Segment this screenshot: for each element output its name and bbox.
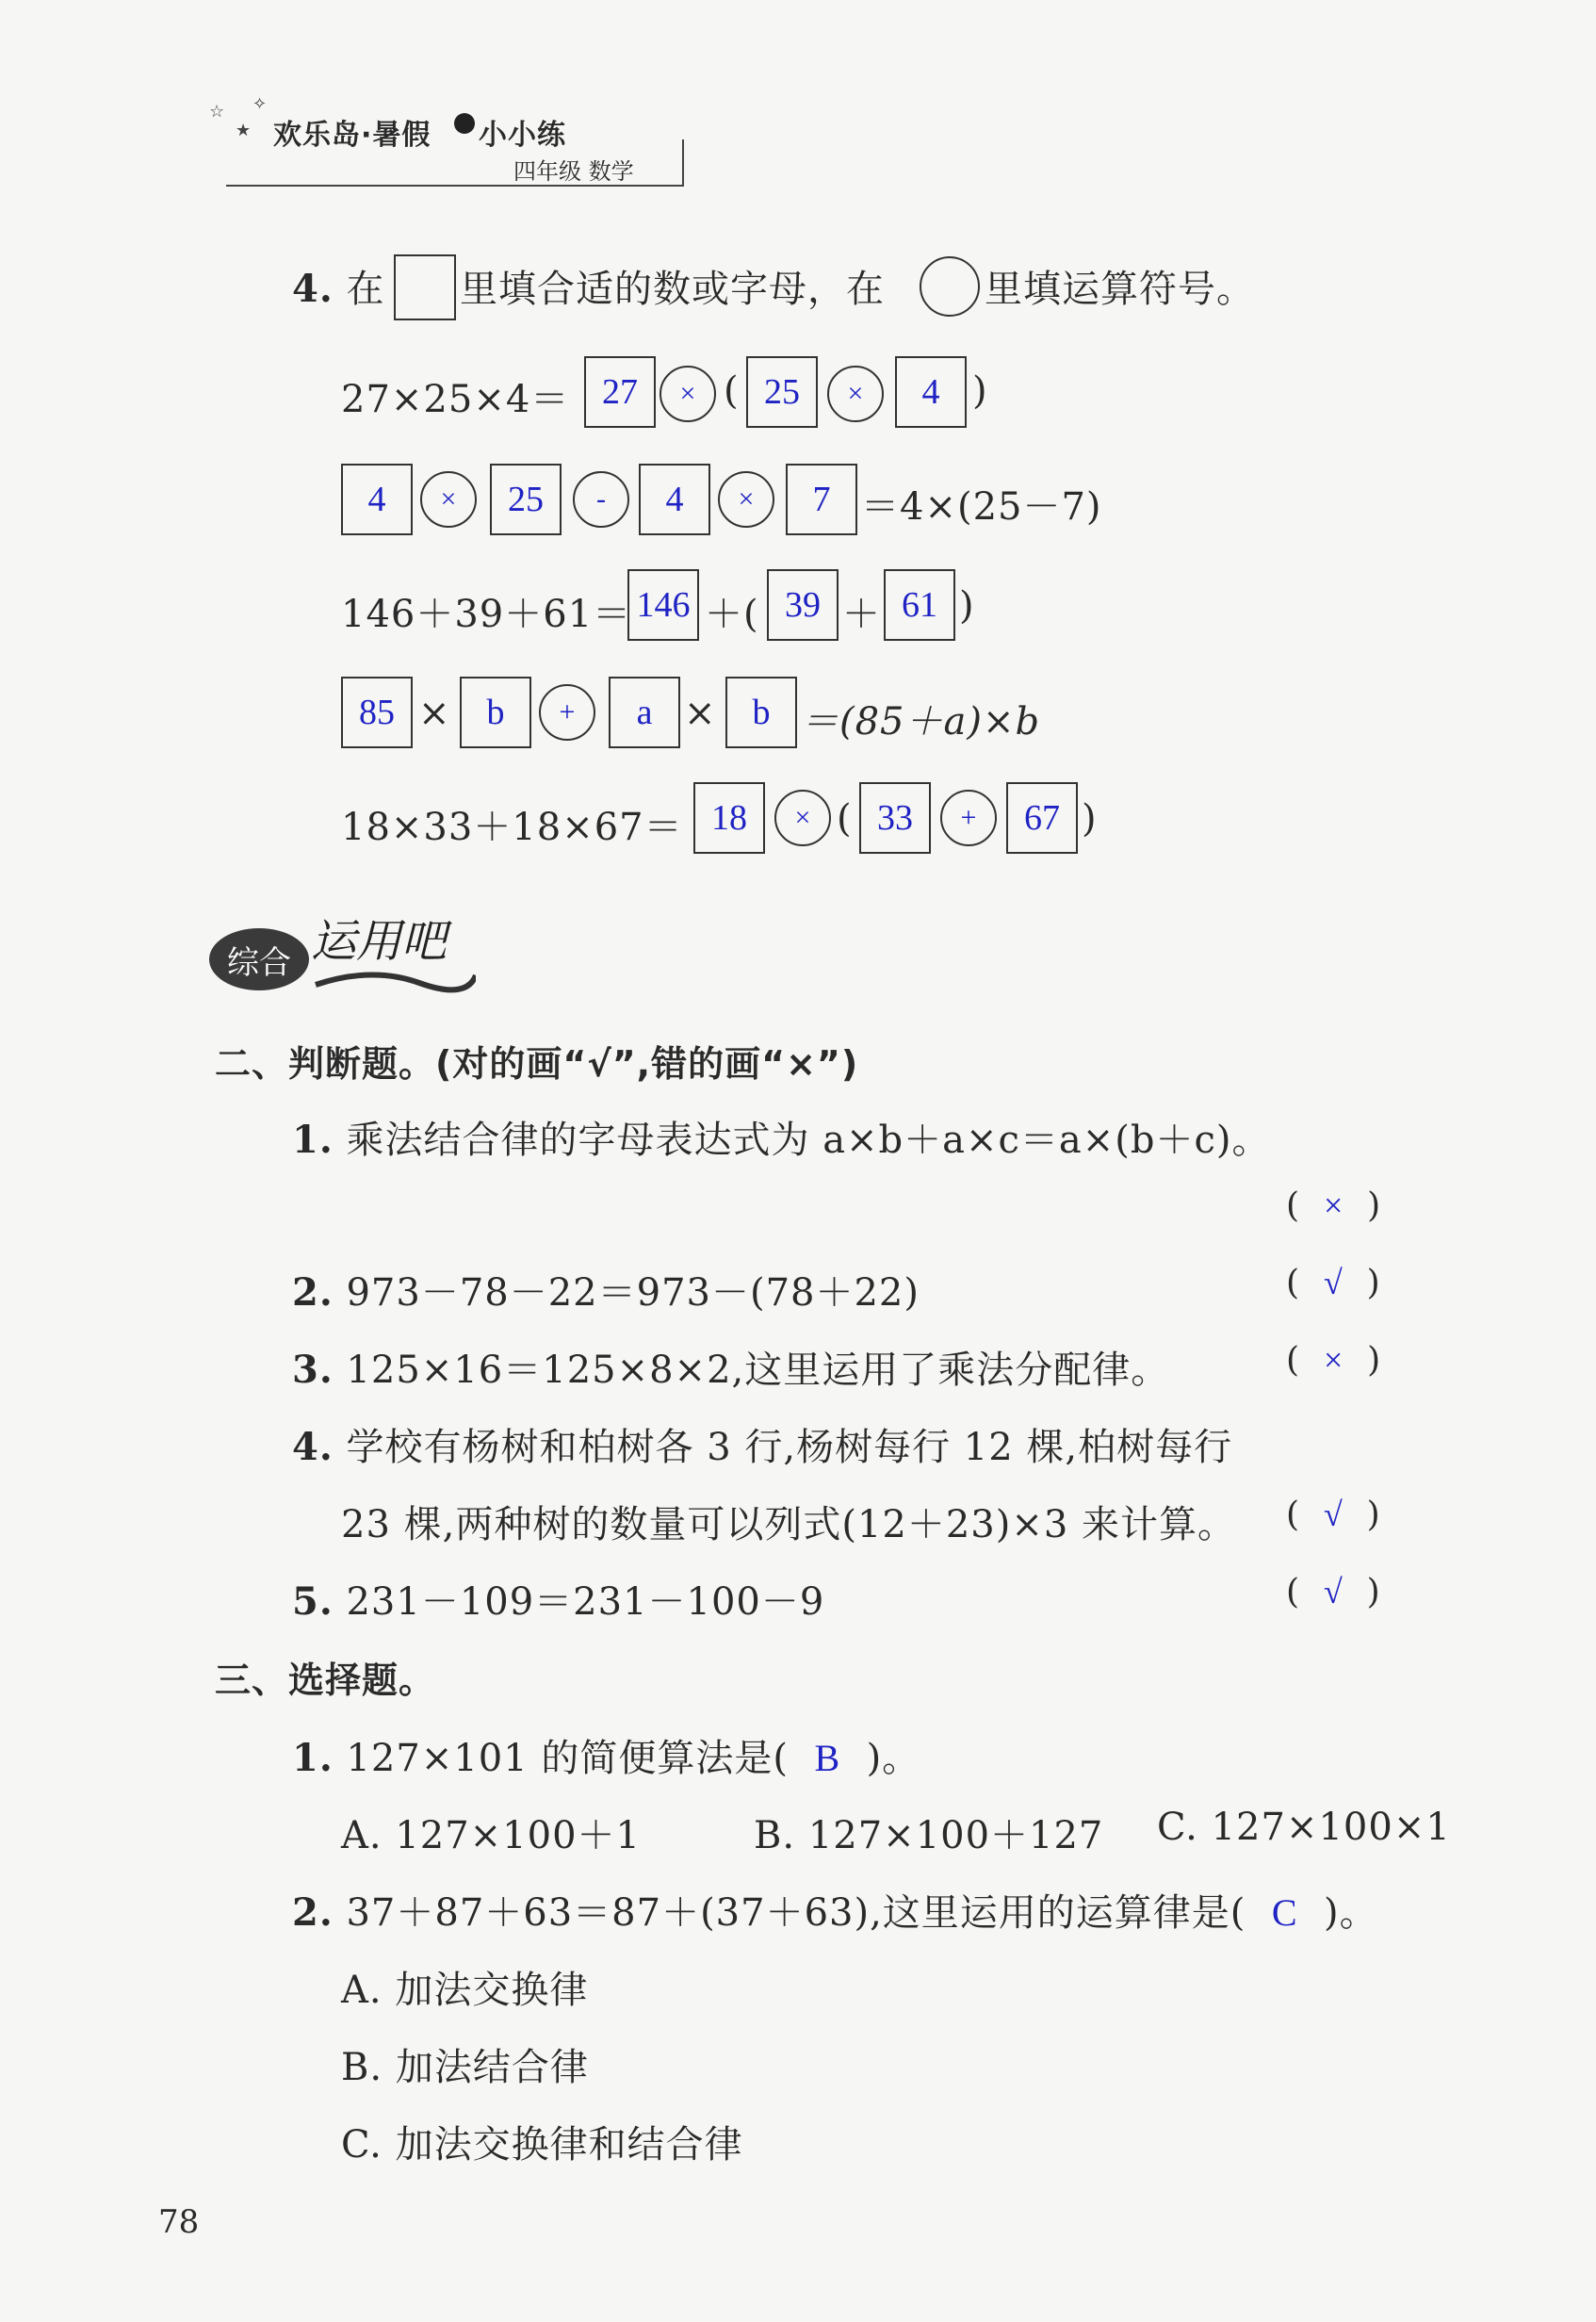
row1-box2[interactable]: 25 (746, 356, 818, 428)
judge-title: 二、判断题。(对的画“√”,错的画“×”) (215, 1043, 859, 1085)
judge-item-4-cont: 23 棵,两种树的数量可以列式(12＋23)×3 来计算。 (341, 1503, 1237, 1546)
row3-plus: ＋ (842, 593, 881, 636)
row2-box4[interactable]: 7 (786, 464, 857, 535)
row3-paren-close: ) (959, 584, 975, 628)
star-icon: ☆ (209, 102, 225, 122)
header-divider-vertical (682, 139, 684, 187)
row4-box2[interactable]: b (460, 677, 531, 748)
header-divider (226, 185, 682, 187)
row3-box2[interactable]: 39 (767, 569, 839, 641)
row2-box1[interactable]: 4 (341, 464, 413, 535)
row4-box1[interactable]: 85 (341, 677, 413, 748)
judge-item-2: 2. 973－78－22＝973－(78＋22) (292, 1270, 920, 1315)
star-icon: ★ (236, 121, 252, 140)
row4-box4[interactable]: b (725, 677, 797, 748)
row1-circle1[interactable]: × (660, 366, 716, 422)
row1-box3[interactable]: 4 (895, 356, 967, 428)
star-icon: ✧ (252, 94, 268, 114)
judge-item-3: 3. 125×16＝125×8×2,这里运用了乘法分配律。 (292, 1348, 1170, 1392)
choice-q1-option-b[interactable]: B. 127×100＋127 (754, 1814, 1104, 1857)
row2-circle3[interactable]: × (718, 471, 774, 528)
header-subtitle: 四年级 数学 (513, 158, 634, 185)
judge-item-1: 1. 乘法结合律的字母表达式为 a×b＋a×c＝a×(b＋c)。 (292, 1118, 1271, 1162)
row2-box3[interactable]: 4 (639, 464, 710, 535)
row1-circle2[interactable]: × (827, 366, 884, 422)
row1-box1[interactable]: 27 (584, 356, 656, 428)
section-badge: 综合 (209, 928, 309, 990)
q4-instruction-mid: 里填合适的数或字母，在 (460, 268, 885, 311)
choice-q1-option-a[interactable]: A. 127×100＋1 (341, 1814, 641, 1857)
row5-paren-close: ) (1082, 797, 1098, 841)
q4-instruction-end: 里填运算符号。 (985, 268, 1255, 311)
row5-box3[interactable]: 67 (1006, 782, 1078, 854)
choice-q2-option-a[interactable]: A. 加法交换律 (341, 1969, 589, 2012)
judge-item-4: 4. 学校有杨树和柏树各 3 行,杨树每行 12 棵,柏树每行 (292, 1425, 1233, 1469)
row2-box2[interactable]: 25 (490, 464, 562, 535)
instruction-circle-icon (920, 256, 980, 317)
section-badge-title: 运用吧 (311, 915, 448, 968)
wave-decoration-icon (212, 957, 476, 1004)
judge-answer-4[interactable]: ( √ ) (1286, 1496, 1381, 1534)
row1-lhs: 27×25×4＝ (341, 378, 570, 421)
choice-title: 三、选择题。 (215, 1660, 436, 1701)
choice-q2: 2. 37＋87＋63＝87＋(37＋63),这里运用的运算律是( C )。 (292, 1890, 1378, 1935)
row2-circle1[interactable]: × (420, 471, 477, 528)
choice-q1-answer[interactable]: B (814, 1737, 841, 1779)
row5-box1[interactable]: 18 (693, 782, 765, 854)
instruction-box-icon (394, 254, 456, 320)
header-title-tail: 小小练 (479, 119, 566, 152)
row4-times1: × (418, 692, 451, 735)
judge-answer-2[interactable]: ( √ ) (1286, 1264, 1381, 1302)
q4-instruction: 4. 在 (292, 267, 385, 311)
choice-q2-option-c[interactable]: C. 加法交换律和结合律 (341, 2123, 743, 2167)
judge-answer-1[interactable]: ( × ) (1286, 1186, 1382, 1225)
row2-circle2[interactable]: - (573, 471, 629, 528)
choice-q2-option-b[interactable]: B. 加法结合律 (341, 2046, 589, 2089)
choice-q1: 1. 127×101 的简便算法是( B )。 (292, 1736, 921, 1780)
judge-answer-5[interactable]: ( √ ) (1286, 1573, 1381, 1611)
row2-rhs: ＝4×(25－7) (861, 485, 1102, 529)
row5-circle2[interactable]: + (940, 790, 997, 846)
judge-answer-3[interactable]: ( × ) (1286, 1341, 1382, 1380)
row5-circle1[interactable]: × (774, 790, 831, 846)
row5-paren-open: ( (837, 797, 853, 841)
row3-lhs: 146＋39＋61＝ (341, 593, 632, 636)
page-number: 78 (158, 2203, 200, 2241)
row1-paren-close: ) (972, 369, 988, 413)
row4-circle1[interactable]: + (539, 684, 595, 741)
judge-item-5: 5. 231－109＝231－100－9 (292, 1579, 825, 1624)
row5-lhs: 18×33＋18×67＝ (341, 806, 683, 849)
header-dot-icon (454, 113, 475, 134)
row4-box3[interactable]: a (609, 677, 680, 748)
row1-paren-open: ( (724, 369, 740, 413)
choice-q1-option-c[interactable]: C. 127×100×1 (1157, 1806, 1451, 1849)
choice-q2-answer[interactable]: C (1271, 1891, 1298, 1934)
row4-times2: × (684, 692, 717, 735)
header-title: 欢乐岛·暑假 (273, 119, 432, 152)
row4-rhs: ＝(85＋a)×b (801, 700, 1041, 744)
row3-box1[interactable]: 146 (627, 569, 699, 641)
row3-plus-open: ＋( (705, 593, 759, 636)
row3-box3[interactable]: 61 (884, 569, 955, 641)
row5-box2[interactable]: 33 (859, 782, 931, 854)
